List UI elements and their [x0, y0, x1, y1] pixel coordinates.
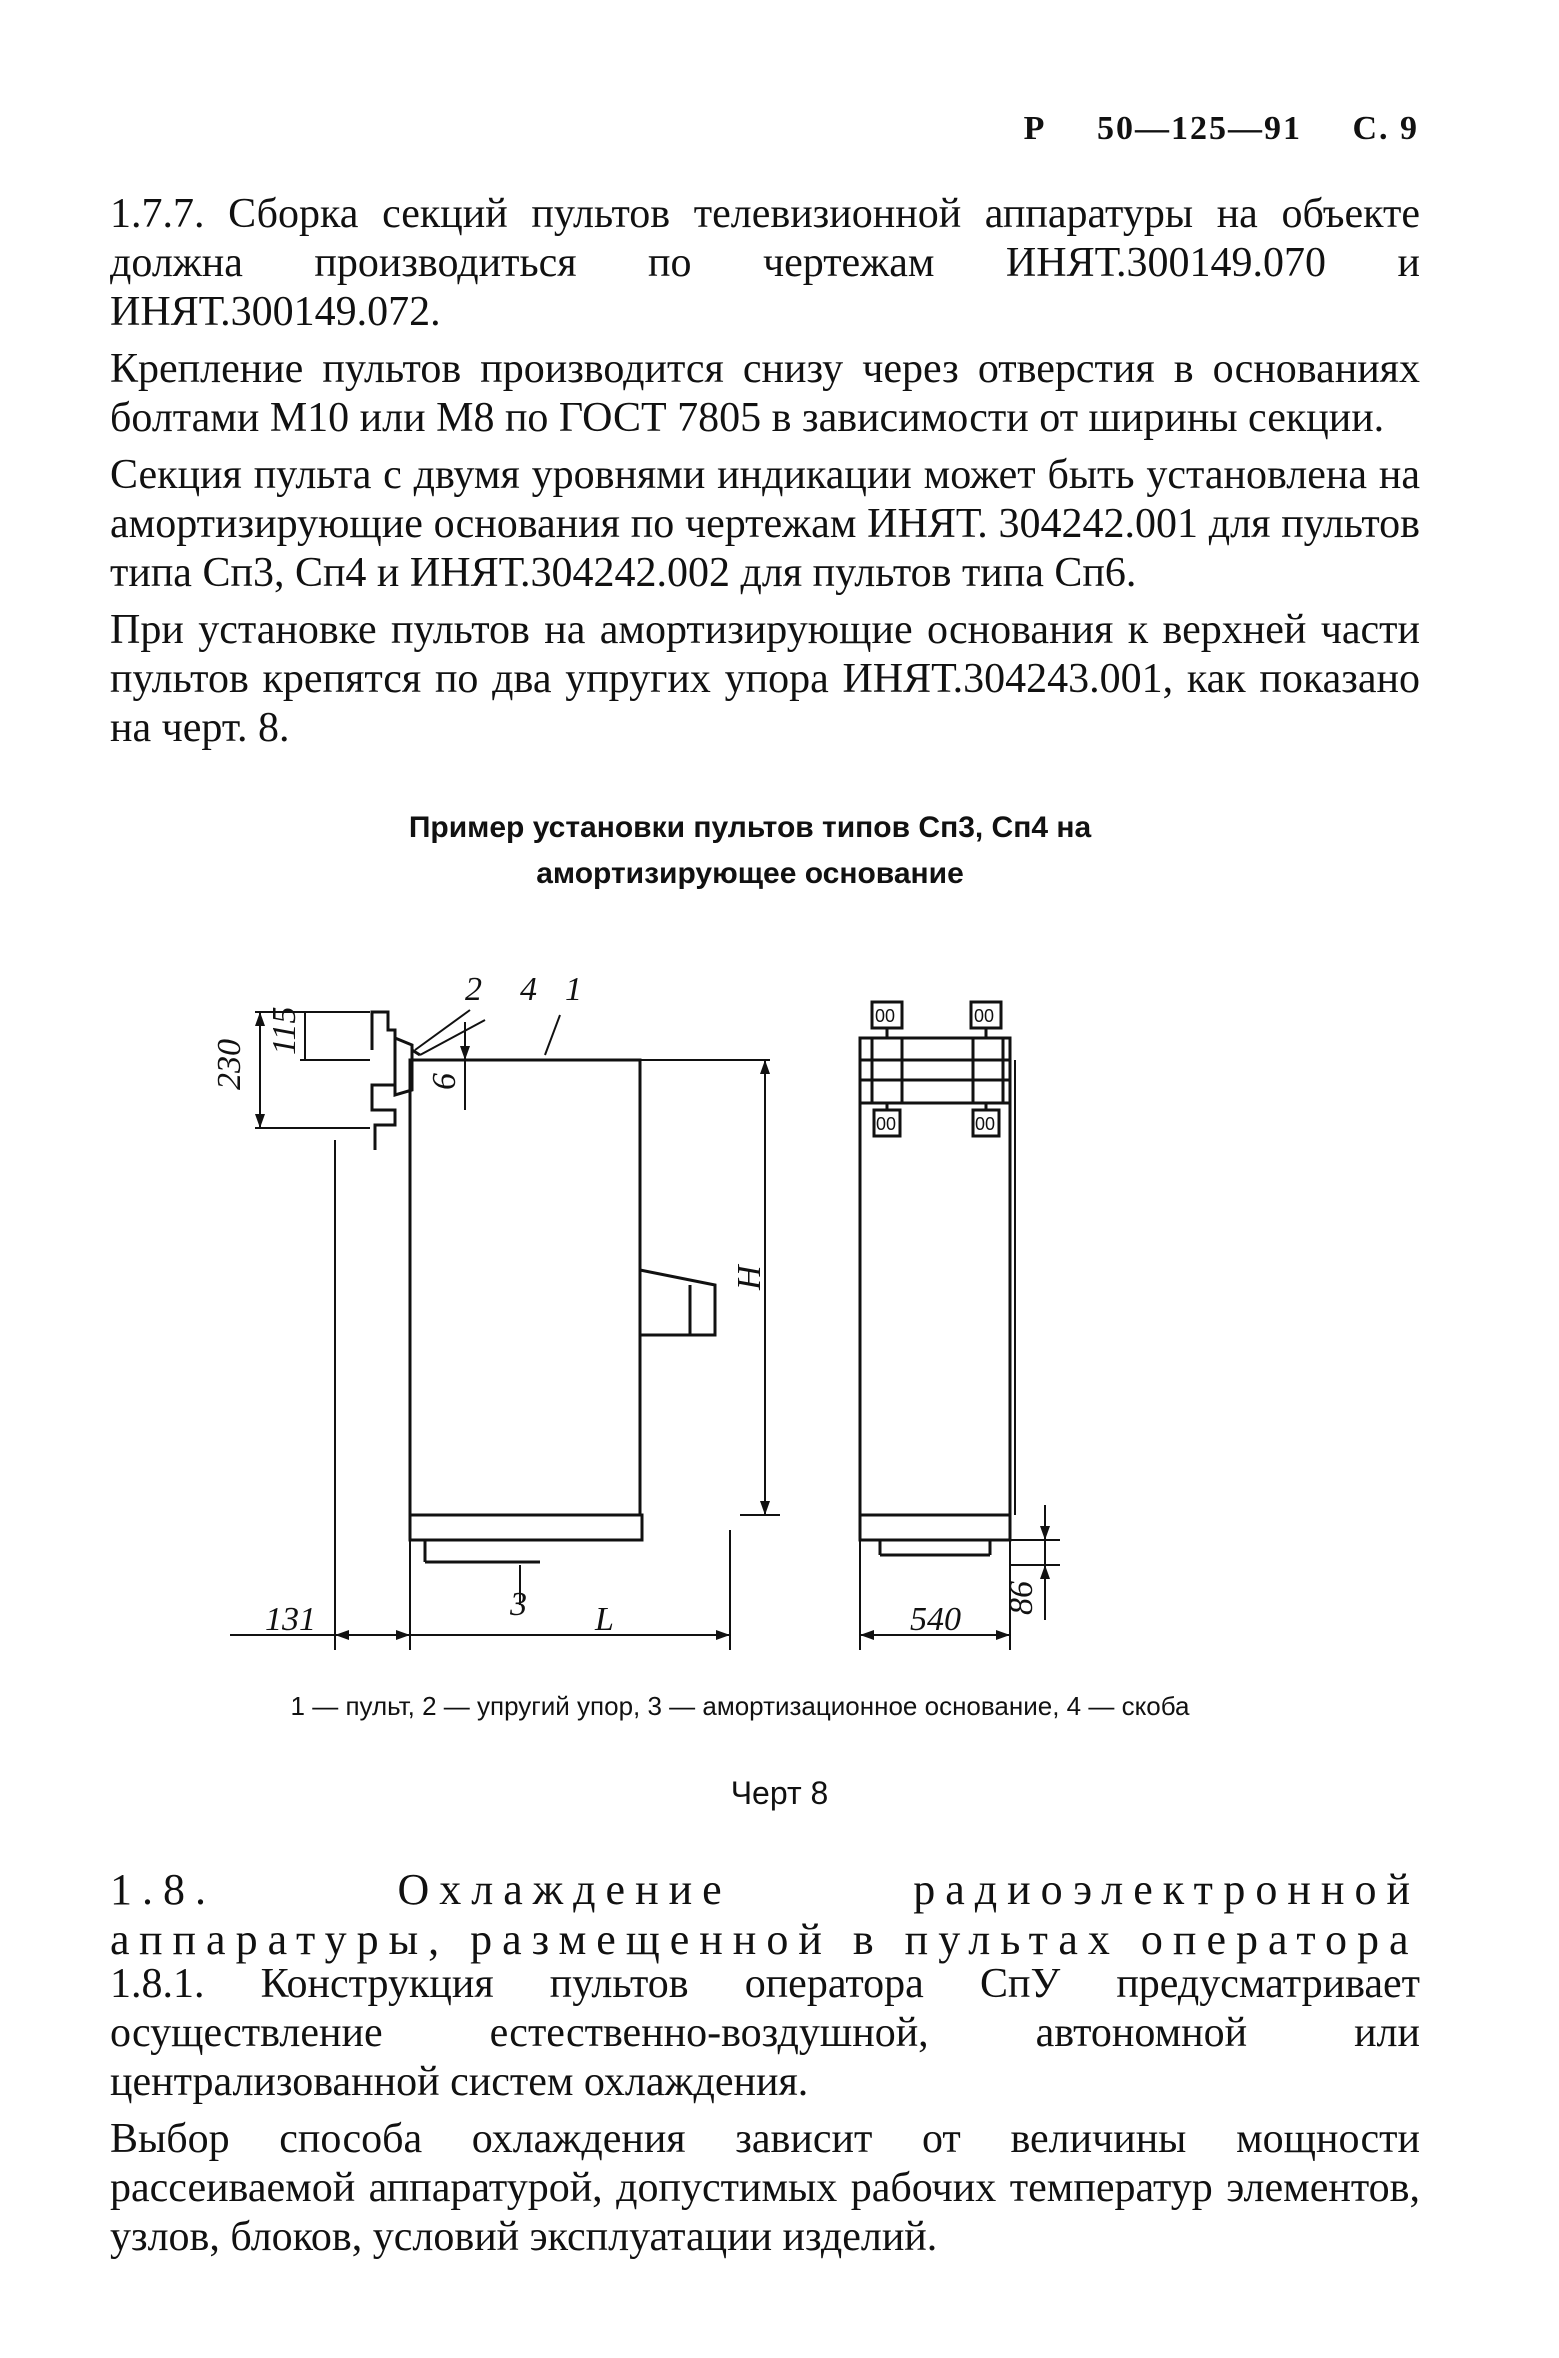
- paragraph-mounting: Крепление пультов производится снизу через отверстия в основаниях болтами М10 или М8 по ГОСТ 7805 в зависимости от ширины секции.: [110, 346, 1420, 441]
- figure-legend: 1 — пульт, 2 — упругий упор, 3 — амортизационное основание, 4 — скоба: [290, 1691, 1190, 1721]
- dim-540: 540: [910, 1601, 961, 1638]
- figure-number: Черт 8: [730, 1775, 829, 1811]
- callout-1: 1: [565, 971, 582, 1008]
- dim-230: 230: [211, 1039, 248, 1090]
- paragraph-1-7-7: 1.7.7. Сборка секций пультов телевизионной аппаратуры на объекте должна производиться по чертежам ИНЯТ.300149.070 и ИНЯТ.300149.072.: [110, 191, 1420, 335]
- callout-3: 3: [510, 1586, 527, 1623]
- callout-2: 2: [465, 971, 482, 1008]
- dim-H: H: [731, 1265, 768, 1290]
- section-title: 1.8. Охлаждение радиоэлектронной аппаратуры, размещенной в пультах оператора: [110, 1865, 1420, 1964]
- shock-base: [410, 1515, 642, 1540]
- paragraph-1-8-1: 1.8.1. Конструкция пультов оператора СпУ предусматривает осуществление естественно-воздушной, автономной или централизованной систем охлаждения.: [110, 1961, 1420, 2105]
- front-shock-base: [860, 1515, 1010, 1540]
- figure-title-line-2: амортизирующее основание: [536, 857, 964, 890]
- paragraph-dual-level: Секция пульта с двумя уровнями индикации может быть установлена на амортизирующие основания по чертежам ИНЯТ. 304242.001 для пультов типа Сп3, Сп4 и ИНЯТ.304242.002 для пультов типа Сп6.: [110, 452, 1420, 596]
- header-page-number: С. 9: [1352, 110, 1419, 147]
- header-letter: Р: [1023, 110, 1047, 147]
- page-header: [984, 110, 1419, 148]
- block-label-upper-right: 00: [974, 1006, 995, 1026]
- block-label-upper-left: 00: [875, 1006, 896, 1026]
- block-label-lower-left: 00: [876, 1114, 897, 1134]
- front-view: [860, 1002, 1060, 1650]
- bracket: [372, 1012, 395, 1150]
- figure-title: [250, 805, 1250, 897]
- paragraph-cooling-choice: Выбор способа охлаждения зависит от величины мощности рассеиваемой аппаратурой, допустимых рабочих температур элементов, узлов, блоков, условий эксплуатации изделий.: [110, 2116, 1420, 2260]
- console-body: [410, 1060, 640, 1515]
- block-label-lower-right: 00: [975, 1114, 996, 1134]
- paragraph-shock-mount: При установке пультов на амортизирующие основания к верхней части пультов крепятся по два упругих упора ИНЯТ.304243.001, как показано на черт. 8.: [110, 607, 1420, 751]
- body-text: [110, 190, 1420, 761]
- dim-L: L: [595, 1601, 614, 1638]
- figure-title-line-1: Пример установки пультов типов Сп3, Сп4 на: [408, 811, 1092, 844]
- console-shelf: [640, 1270, 715, 1335]
- dim-131: 131: [265, 1601, 316, 1638]
- callout-4: 4: [520, 971, 537, 1008]
- dim-115: 115: [266, 1006, 303, 1055]
- bracket-band: [860, 1038, 1010, 1103]
- technical-drawing: [211, 950, 1300, 1670]
- section-body: [110, 1960, 1420, 2270]
- dim-86: 86: [1003, 1581, 1040, 1615]
- side-view: [230, 1010, 780, 1650]
- header-code: 50—125—91: [1096, 110, 1302, 147]
- dim-6: 6: [426, 1073, 463, 1090]
